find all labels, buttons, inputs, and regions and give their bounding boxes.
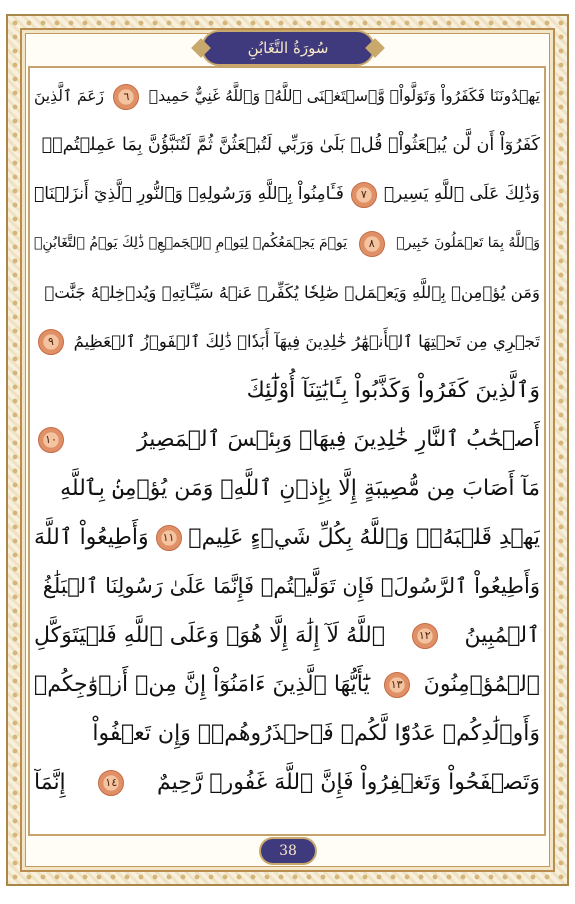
verse-text: أَصۡحَٰبُ ٱلنَّارِ خَٰلِدِينَ فِيهَاۖ وَبِئۡسَ ٱلۡمَصِيرُ	[137, 427, 540, 452]
surah-title-cartouche	[201, 30, 375, 66]
text-line	[34, 562, 540, 611]
text-line	[34, 170, 540, 219]
verse-text: فَـَٔامِنُواْ بِٱللَّهِ وَرَسُولِهِۦ وَٱلنُّورِ ٱلَّذِيٓ أَنزَلۡنَاۚ	[34, 184, 344, 204]
verse-text: وَأَطِيعُواْ ٱللَّهَ	[34, 525, 149, 550]
text-line	[34, 268, 540, 317]
text-line	[34, 758, 540, 807]
ayah-number-marker: ١١	[156, 525, 182, 551]
ayah-number-marker: ٩	[38, 329, 64, 355]
text-line	[34, 219, 540, 268]
ayah-number-marker: ٦	[113, 84, 139, 110]
verse-text: وَذَٰلِكَ عَلَى ٱللَّهِ يَسِيرٞ	[383, 184, 540, 204]
ayah-number-marker: ٧	[351, 182, 377, 208]
verse-text: يَٰٓأَيُّهَا ٱلَّذِينَ ءَامَنُوٓاْ إِنَّ مِنۡ أَزۡوَٰجِكُمۡ	[34, 672, 370, 697]
verse-text: إِنَّمَآ	[34, 770, 66, 795]
verse-text: ٱلۡمُؤۡمِنُونَ	[423, 672, 540, 697]
text-line	[34, 72, 540, 121]
text-line	[34, 513, 540, 562]
verse-text: وَٱلَّذِينَ كَفَرُواْ وَكَذَّبُواْ بِـَٔايَٰتِنَآ أُوْلَٰٓئِكَ	[246, 378, 540, 403]
verse-text: وَأَطِيعُواْ ٱلرَّسُولَۚ فَإِن تَوَلَّيۡتُمۡ فَإِنَّمَا عَلَىٰ رَسُولِنَا ٱلۡبَلَٰغُ	[42, 574, 540, 598]
ayah-number-marker: ١٣	[384, 672, 410, 698]
verse-text: مَآ أَصَابَ مِن مُّصِيبَةٍ إِلَّا بِإِذۡنِ ٱللَّهِۗ وَمَن يُؤۡمِنۢ بِٱللَّهِ	[60, 476, 540, 501]
ayah-number-marker: ٨	[359, 231, 385, 257]
text-line	[34, 709, 540, 758]
text-line	[34, 121, 540, 170]
ayah-number-marker: ١٢	[412, 623, 438, 649]
text-line	[34, 464, 540, 513]
verse-text: كَفَرُوٓاْ أَن لَّن يُبۡعَثُواْۚ قُلۡ بَلَىٰ وَرَبِّي لَتُبۡعَثُنَّ ثُمَّ لَتُنَبَّؤُنَّ بِمَا عَمِلۡتُمۡۚ	[41, 135, 540, 155]
verse-text: وَأَوۡلَٰدِكُمۡ عَدُوّٗا لَّكُمۡ فَٱحۡذَرُوهُمۡۚ وَإِن تَعۡفُواْ	[92, 721, 540, 746]
text-line	[34, 366, 540, 415]
text-line	[34, 660, 540, 709]
verse-text: ٱلۡمُبِينُ	[464, 623, 540, 648]
verse-text: ٱللَّهُ لَآ إِلَٰهَ إِلَّا هُوَۚ وَعَلَى ٱللَّهِ فَلۡيَتَوَكَّلِ	[34, 623, 386, 648]
verse-text: وَٱللَّهُ بِمَا تَعۡمَلُونَ خَبِيرٞ	[396, 235, 540, 251]
text-line	[34, 317, 540, 366]
verse-text: وَتَصۡفَحُواْ وَتَغۡفِرُواْ فَإِنَّ ٱللَّهَ غَفُورٞ رَّحِيمٌ	[156, 770, 540, 795]
verse-text: زَعَمَ ٱلَّذِينَ	[34, 87, 105, 105]
page-number: 38	[279, 843, 297, 859]
quran-text-lines	[34, 72, 540, 807]
verse-text: يَهۡدُونَنَا فَكَفَرُواْ وَتَوَلَّواْۚ وَّٱسۡتَغۡنَى ٱللَّهُۚ وَٱللَّهُ غَنِيٌّ حَمِيدٞ	[148, 87, 540, 105]
page-number-medallion	[259, 837, 317, 865]
verse-text: يَوۡمَ يَجۡمَعُكُمۡ لِيَوۡمِ ٱلۡجَمۡعِۖ ذَٰلِكَ يَوۡمُ ٱلتَّغَابُنِۗ	[34, 235, 348, 251]
text-line	[34, 611, 540, 660]
text-line	[34, 415, 540, 464]
verse-text: وَمَن يُؤۡمِنۢ بِٱللَّهِ وَيَعۡمَلۡ صَٰلِحٗا يُكَفِّرۡ عَنۡهُ سَيِّـَٔاتِهِۦ وَيُدۡخِلۡهُ جَنَّٰتٖ	[44, 283, 540, 302]
ayah-number-marker: ١٤	[98, 770, 124, 796]
verse-text: يَهۡدِ قَلۡبَهُۥۚ وَٱللَّهُ بِكُلِّ شَيۡءٍ عَلِيمٞ	[188, 525, 540, 550]
verse-text: تَجۡرِي مِن تَحۡتِهَا ٱلۡأَنۡهَٰرُ خَٰلِدِينَ فِيهَآ أَبَدٗاۚ ذَٰلِكَ ٱلۡفَوۡزُ ٱلۡعَظِيمُ	[73, 332, 540, 351]
surah-title: سُورَةُ التَّغَابُنِ	[247, 39, 329, 57]
ayah-number-marker: ١٠	[38, 427, 64, 453]
